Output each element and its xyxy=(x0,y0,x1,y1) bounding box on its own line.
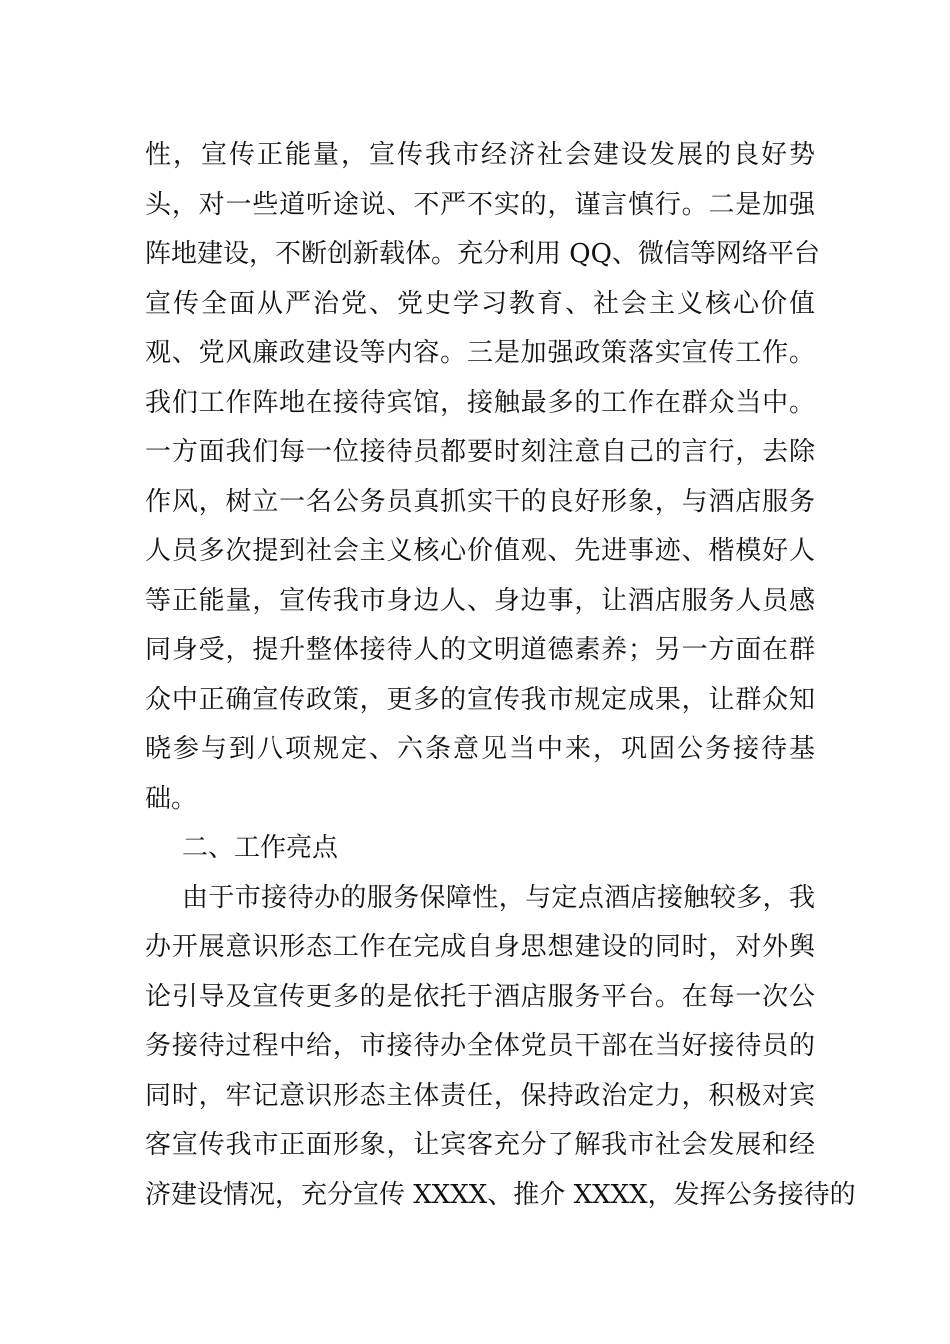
paragraph-line: 由于市接待办的服务保障性，与定点酒店接触较多，我 xyxy=(182,883,815,913)
paragraph-line: 客宣传我市正面形象，让宾客充分了解我市社会发展和经 xyxy=(145,1130,815,1160)
paragraph-line: 阵地建设，不断创新载体。充分利用 QQ、微信等网络平台 xyxy=(145,239,820,269)
paragraph-line: 人员多次提到社会主义核心价值观、先进事迹、楷模好人 xyxy=(145,536,815,566)
paragraph-line: 作风，树立一名公务员真抓实干的良好形象，与酒店服务 xyxy=(145,487,815,517)
paragraph-line: 观、党风廉政建设等内容。三是加强政策落实宣传工作。 xyxy=(145,338,815,368)
paragraph-line: 同时，牢记意识形态主体责任，保持政治定力，积极对宾 xyxy=(145,1081,815,1111)
paragraph-line: 论引导及宣传更多的是依托于酒店服务平台。在每一次公 xyxy=(145,982,815,1012)
paragraph-line: 晓参与到八项规定、六条意见当中来，巩固公务接待基 xyxy=(145,734,815,764)
paragraph-line: 同身受，提升整体接待人的文明道德素养；另一方面在群 xyxy=(145,635,815,665)
paragraph-line: 头，对一些道听途说、不严不实的，谨言慎行。二是加强 xyxy=(145,190,815,220)
section-heading: 二、工作亮点 xyxy=(182,833,339,863)
paragraph-line: 济建设情况，充分宣传 XXXX、推介 XXXX，发挥公务接待的 xyxy=(145,1180,856,1210)
paragraph-line: 等正能量，宣传我市身边人、身边事，让酒店服务人员感 xyxy=(145,586,815,616)
paragraph-line: 性，宣传正能量，宣传我市经济社会建设发展的良好势 xyxy=(145,140,815,170)
paragraph-line: 宣传全面从严治党、党史学习教育、社会主义核心价值 xyxy=(145,289,815,319)
paragraph-line: 办开展意识形态工作在完成自身思想建设的同时，对外舆 xyxy=(145,932,815,962)
paragraph-line: 务接待过程中给，市接待办全体党员干部在当好接待员的 xyxy=(145,1031,815,1061)
paragraph-line: 一方面我们每一位接待员都要时刻注意自己的言行，去除 xyxy=(145,437,815,467)
paragraph-line: 众中正确宣传政策，更多的宣传我市规定成果，让群众知 xyxy=(145,685,815,715)
paragraph-line: 我们工作阵地在接待宾馆，接触最多的工作在群众当中。 xyxy=(145,388,815,418)
paragraph-line: 础。 xyxy=(145,784,198,814)
